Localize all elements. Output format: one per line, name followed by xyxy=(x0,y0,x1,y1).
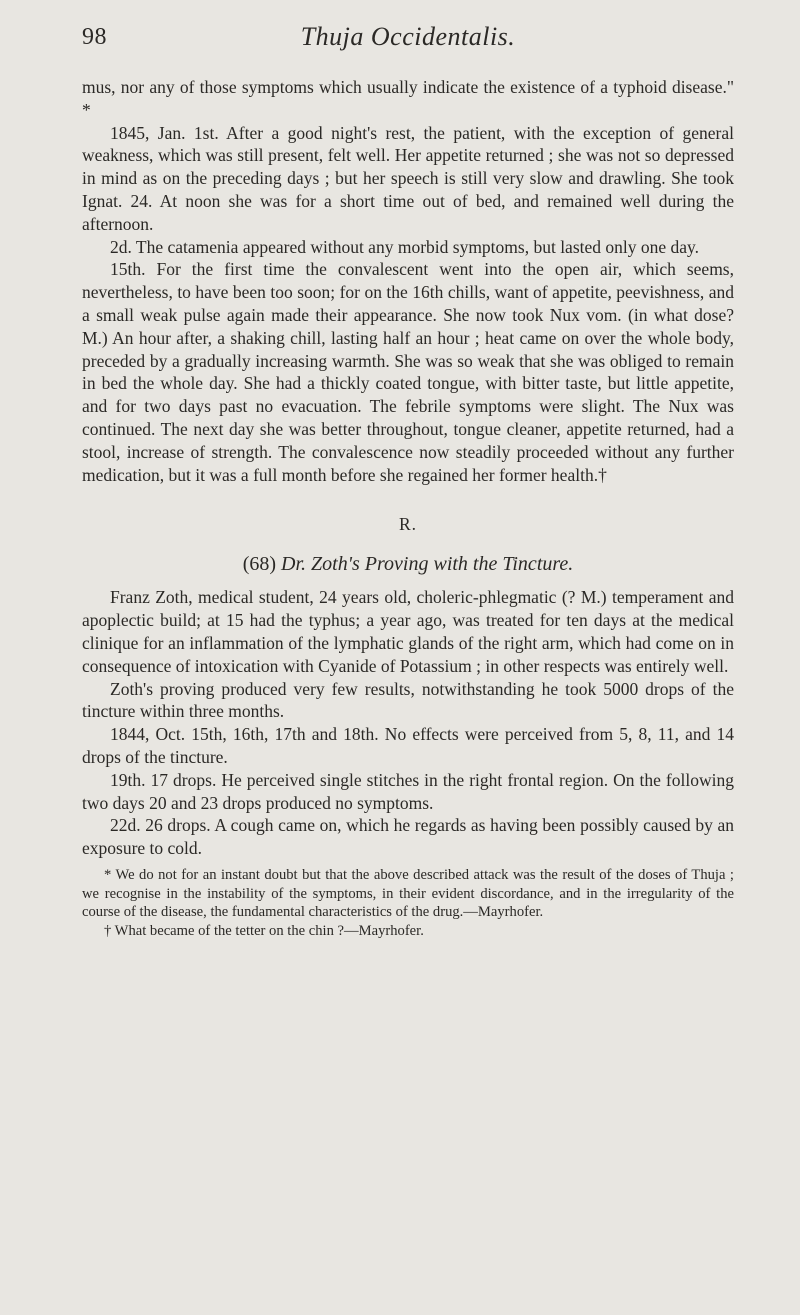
running-title: Thuja Occidentalis. xyxy=(300,22,516,51)
body-text xyxy=(82,76,734,860)
paragraph: 19th. 17 drops. He perceived single stitches in the right frontal region. On the following two days 20 and 23 drops produced no symptoms. xyxy=(82,769,734,813)
paragraph: 2d. The catamenia appeared without any morbid symptoms, but lasted only one day. xyxy=(110,236,700,257)
paragraph: 22d. 26 drops. A cough came on, which he regards as having been possibly caused by an exposure to cold. xyxy=(82,815,734,859)
paragraph: mus, nor any of those symptoms which usually indicate the existence of a typhoid disease." * xyxy=(82,77,734,120)
section-heading-number: (68) xyxy=(242,553,277,576)
footnote: * We do not for an instant doubt but that the above described attack was the result of the doses of Thuja ; we recognise in the instability of the symptoms, in their evident discordance, and in the irregularity of the course of the disease, the fundamental characteristics of the drug.—Mayrhofer. xyxy=(82,866,734,921)
paragraph: Zoth's proving produced very few results, notwithstanding he took 5000 drops of the tincture within three months. xyxy=(82,678,734,722)
footnotes xyxy=(82,866,734,940)
section-heading xyxy=(82,553,734,576)
section-mark: R. xyxy=(398,514,418,535)
section-heading-title: Dr. Zoth's Proving with the Tincture. xyxy=(281,553,574,576)
page-number: 98 xyxy=(82,24,107,50)
paragraph: 1845, Jan. 1st. After a good night's rest, the patient, with the exception of general weakness, which was still present, felt well. Her appetite returned ; she was not so depressed in mind as on the preceding days ; but her speech is still very slow and drawling. She took Ignat. 24. At noon she was for a short time out of bed, and remained well during the afternoon. xyxy=(82,122,734,234)
footnote: † What became of the tetter on the chin ?—Mayrhofer. xyxy=(104,922,424,939)
paragraph: 15th. For the first time the convalescent went into the open air, which seems, nevertheless, to have been too soon; for on the 16th chills, want of appetite, peevishness, and a small weak pulse again made their appearance. She now took Nux vom. (in what dose? M.) An hour after, a shaking chill, lasting half an hour ; heat came on over the whole body, preceded by a gradually increasing warmth. She was so weak that she was obliged to remain in bed the whole day. She had a thickly coated tongue, with bitter taste, but little appetite, and for two days past no evacuation. The febrile symptoms were slight. The Nux was continued. The next day she was better throughout, tongue cleaner, appetite returned, had a stool, increase of strength. The convalescence now steadily proceeded without any further medication, but it was a full month before she regained her former health.† xyxy=(82,259,734,485)
paragraph: 1844, Oct. 15th, 16th, 17th and 18th. No effects were perceived from 5, 8, 11, and 14 drops of the tincture. xyxy=(82,724,734,767)
paragraph: Franz Zoth, medical student, 24 years old, choleric-phlegmatic (? M.) temperament and apoplectic build; at 15 had the typhus; a year ago, was treated for ten days at the medical clinique for an inflammation of the lymphatic glands of the right arm, which had come on in consequence of intoxication with Cyanide of Potassium ; in other respects was entirely well. xyxy=(82,587,734,676)
page-header xyxy=(82,14,734,76)
